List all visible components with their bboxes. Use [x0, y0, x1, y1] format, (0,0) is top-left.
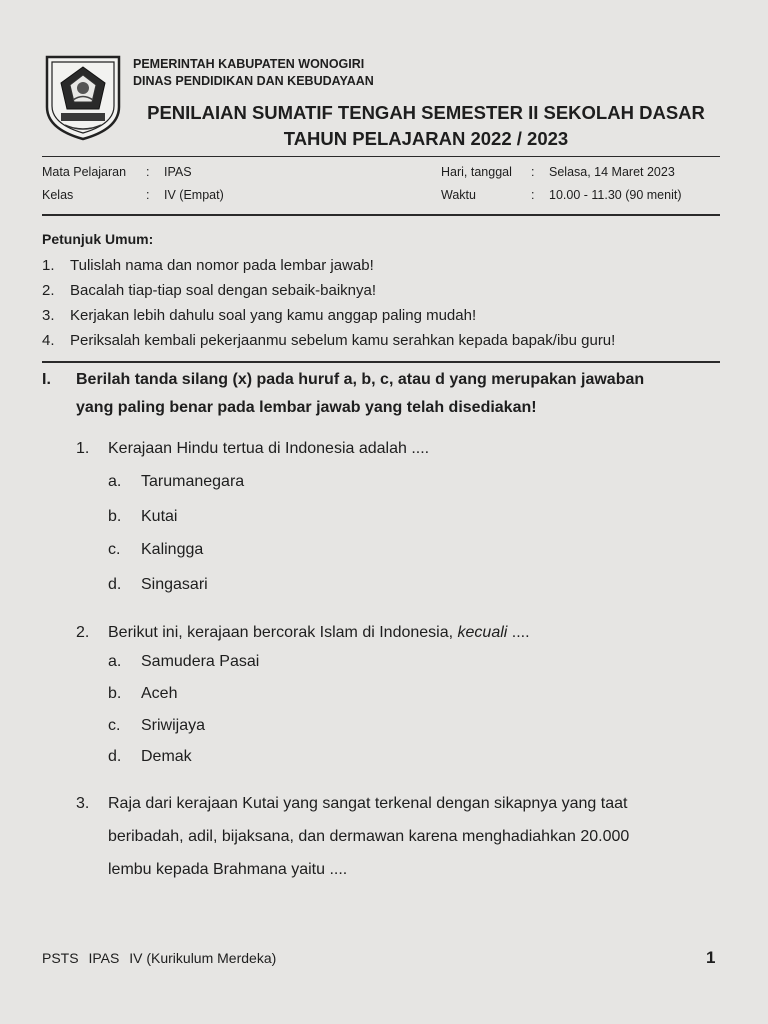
exam-title [136, 100, 716, 152]
divider [42, 214, 720, 216]
section-instruction [42, 366, 732, 422]
meta-class: Kelas : IV (Empat) [42, 188, 224, 202]
meta-time: Waktu : 10.00 - 11.30 (90 menit) [441, 188, 682, 202]
instruction-item: 2. Bacalah tiap-tiap soal dengan sebaik-baiknya! [42, 282, 377, 299]
exam-title-line-1: PENILAIAN SUMATIF TENGAH SEMESTER II SEKOLAH DASAR [147, 102, 705, 123]
instruction-item: 4. Periksalah kembali pekerjaanmu sebelum kamu serahkan kepada bapak/ibu guru! [42, 332, 616, 349]
option-a: a. Samudera Pasai [108, 653, 260, 670]
instructions-heading: Petunjuk Umum: [42, 231, 154, 247]
question-text: Kerajaan Hindu tertua di Indonesia adalah .... [108, 440, 430, 457]
government-header [133, 56, 374, 90]
page-number: 1 [706, 948, 716, 967]
option-b: b. Aceh [108, 685, 178, 702]
section-number: I. [42, 371, 51, 388]
option-a: a. Tarumanegara [108, 473, 245, 490]
question-2: 2. Berikut ini, kerajaan bercorak Islam di Indonesia, kecuali .... [76, 616, 530, 649]
option-c: c. Sriwijaya [108, 717, 206, 734]
gov-line-2: DINAS PENDIDIKAN DAN KEBUDAYAAN [133, 74, 374, 88]
option-c: c. Kalingga [108, 541, 204, 558]
question-text-line-3: lembu kepada Brahmana yaitu .... [108, 861, 348, 878]
option-b: b. Kutai [108, 508, 178, 525]
option-d: d. Demak [108, 748, 192, 765]
wonogiri-emblem-icon [43, 53, 123, 141]
question-text-line-1: Raja dari kerajaan Kutai yang sangat terkenal dengan sikapnya yang taat [108, 795, 628, 812]
divider [42, 361, 720, 363]
subject-value: IPAS [164, 165, 192, 179]
option-d: d. Singasari [108, 576, 208, 593]
question-1: 1. Kerajaan Hindu tertua di Indonesia adalah .... [76, 432, 429, 465]
divider [42, 156, 720, 157]
class-value: IV (Empat) [164, 188, 224, 202]
instruction-item: 1. Tulislah nama dan nomor pada lembar jawab! [42, 257, 374, 274]
time-value: 10.00 - 11.30 (90 menit) [549, 188, 682, 202]
date-value: Selasa, 14 Maret 2023 [549, 165, 675, 179]
question-text-line-2: beribadah, adil, bijaksana, dan dermawan karena menghadiahkan 20.000 [108, 828, 630, 845]
footer-label: PSTS IPAS IV (Kurikulum Merdeka) [42, 950, 277, 966]
question-3: 3. Raja dari kerajaan Kutai yang sangat terkenal dengan sikapnya yang taat beribadah, adil, bijaksana, dan dermawan karena menghadiahkan 20.000 lembu kepada Brahmana yaitu .... [76, 787, 736, 886]
meta-subject: Mata Pelajaran : IPAS [42, 165, 192, 179]
instruction-item: 3. Kerjakan lebih dahulu soal yang kamu anggap paling mudah! [42, 307, 477, 324]
section-line-2: yang paling benar pada lembar jawab yang telah disediakan! [76, 399, 537, 416]
section-line-1: Berilah tanda silang (x) pada huruf a, b, c, atau d yang merupakan jawaban [76, 371, 645, 388]
question-text: Berikut ini, kerajaan bercorak Islam di Indonesia, kecuali .... [108, 624, 530, 641]
instructions-list [42, 253, 732, 353]
gov-line-1: PEMERINTAH KABUPATEN WONOGIRI [133, 57, 365, 71]
exam-title-line-2: TAHUN PELAJARAN 2022 / 2023 [283, 128, 569, 149]
meta-date: Hari, tanggal : Selasa, 14 Maret 2023 [441, 165, 675, 179]
